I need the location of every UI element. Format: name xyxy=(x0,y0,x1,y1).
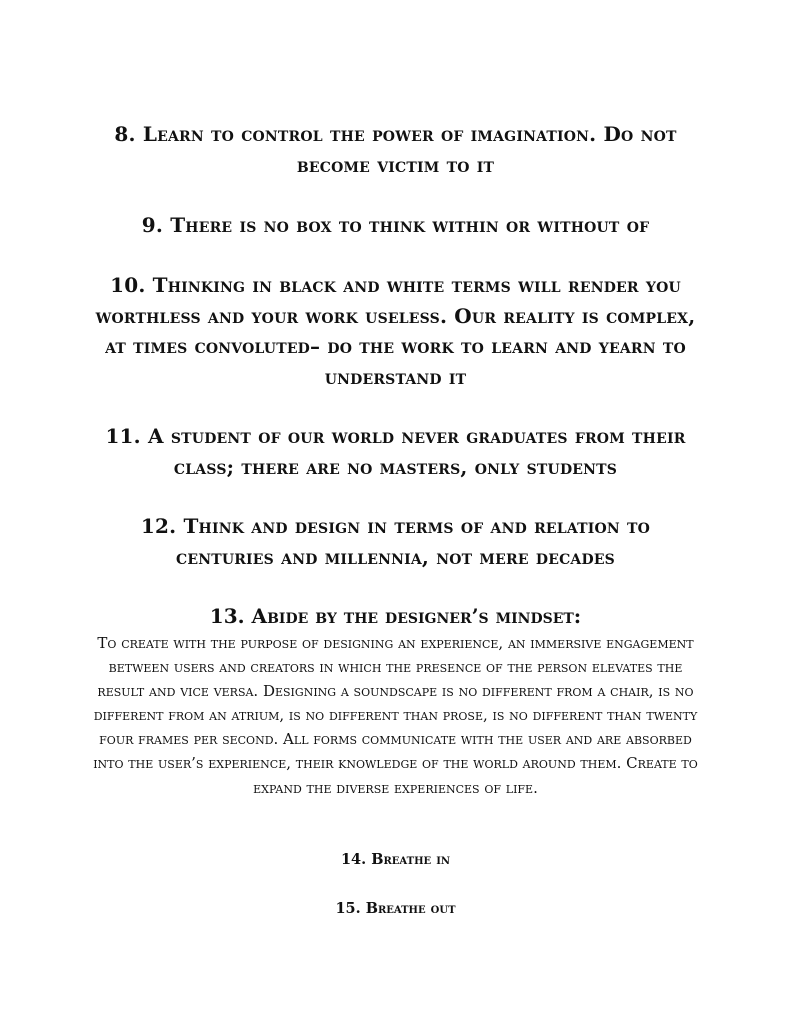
rule-8: 8. Learn to control the power of imagination. Do not become victim to it xyxy=(114,122,677,177)
rule-9: 9. There is no box to think within or without of xyxy=(141,213,650,237)
rule-10: 10. Thinking in black and white terms will render you worthless and your work useless. Our reality is complex, at times convoluted– do the work to learn and yearn to understand it xyxy=(95,273,696,389)
rule-12: 12. Think and design in terms of and relation to centuries and millennia, not mere decades xyxy=(140,514,651,569)
rule-13-body: To create with the purpose of designing an experience, an immersive engagement between users and creators in which the presence of the person elevates the result and vice versa. Designing a soundscape is no different from a chair, is no different from an atrium, is no different than prose, is no different than twenty four frames per second. All forms communicate with the user and are absorbed into the user’s experience, their knowledge of the world around them. Create to expand the diverse experiences of life. xyxy=(93,634,698,797)
rule-11: 11. A student of our world never graduates from their class; there are no masters, only students xyxy=(105,424,686,479)
rule-13-title: 13. Abide by the designer’s mindset: xyxy=(209,604,582,628)
rule-15: 15. Breathe out xyxy=(335,900,456,917)
rule-14: 14. Breathe in xyxy=(340,851,451,868)
